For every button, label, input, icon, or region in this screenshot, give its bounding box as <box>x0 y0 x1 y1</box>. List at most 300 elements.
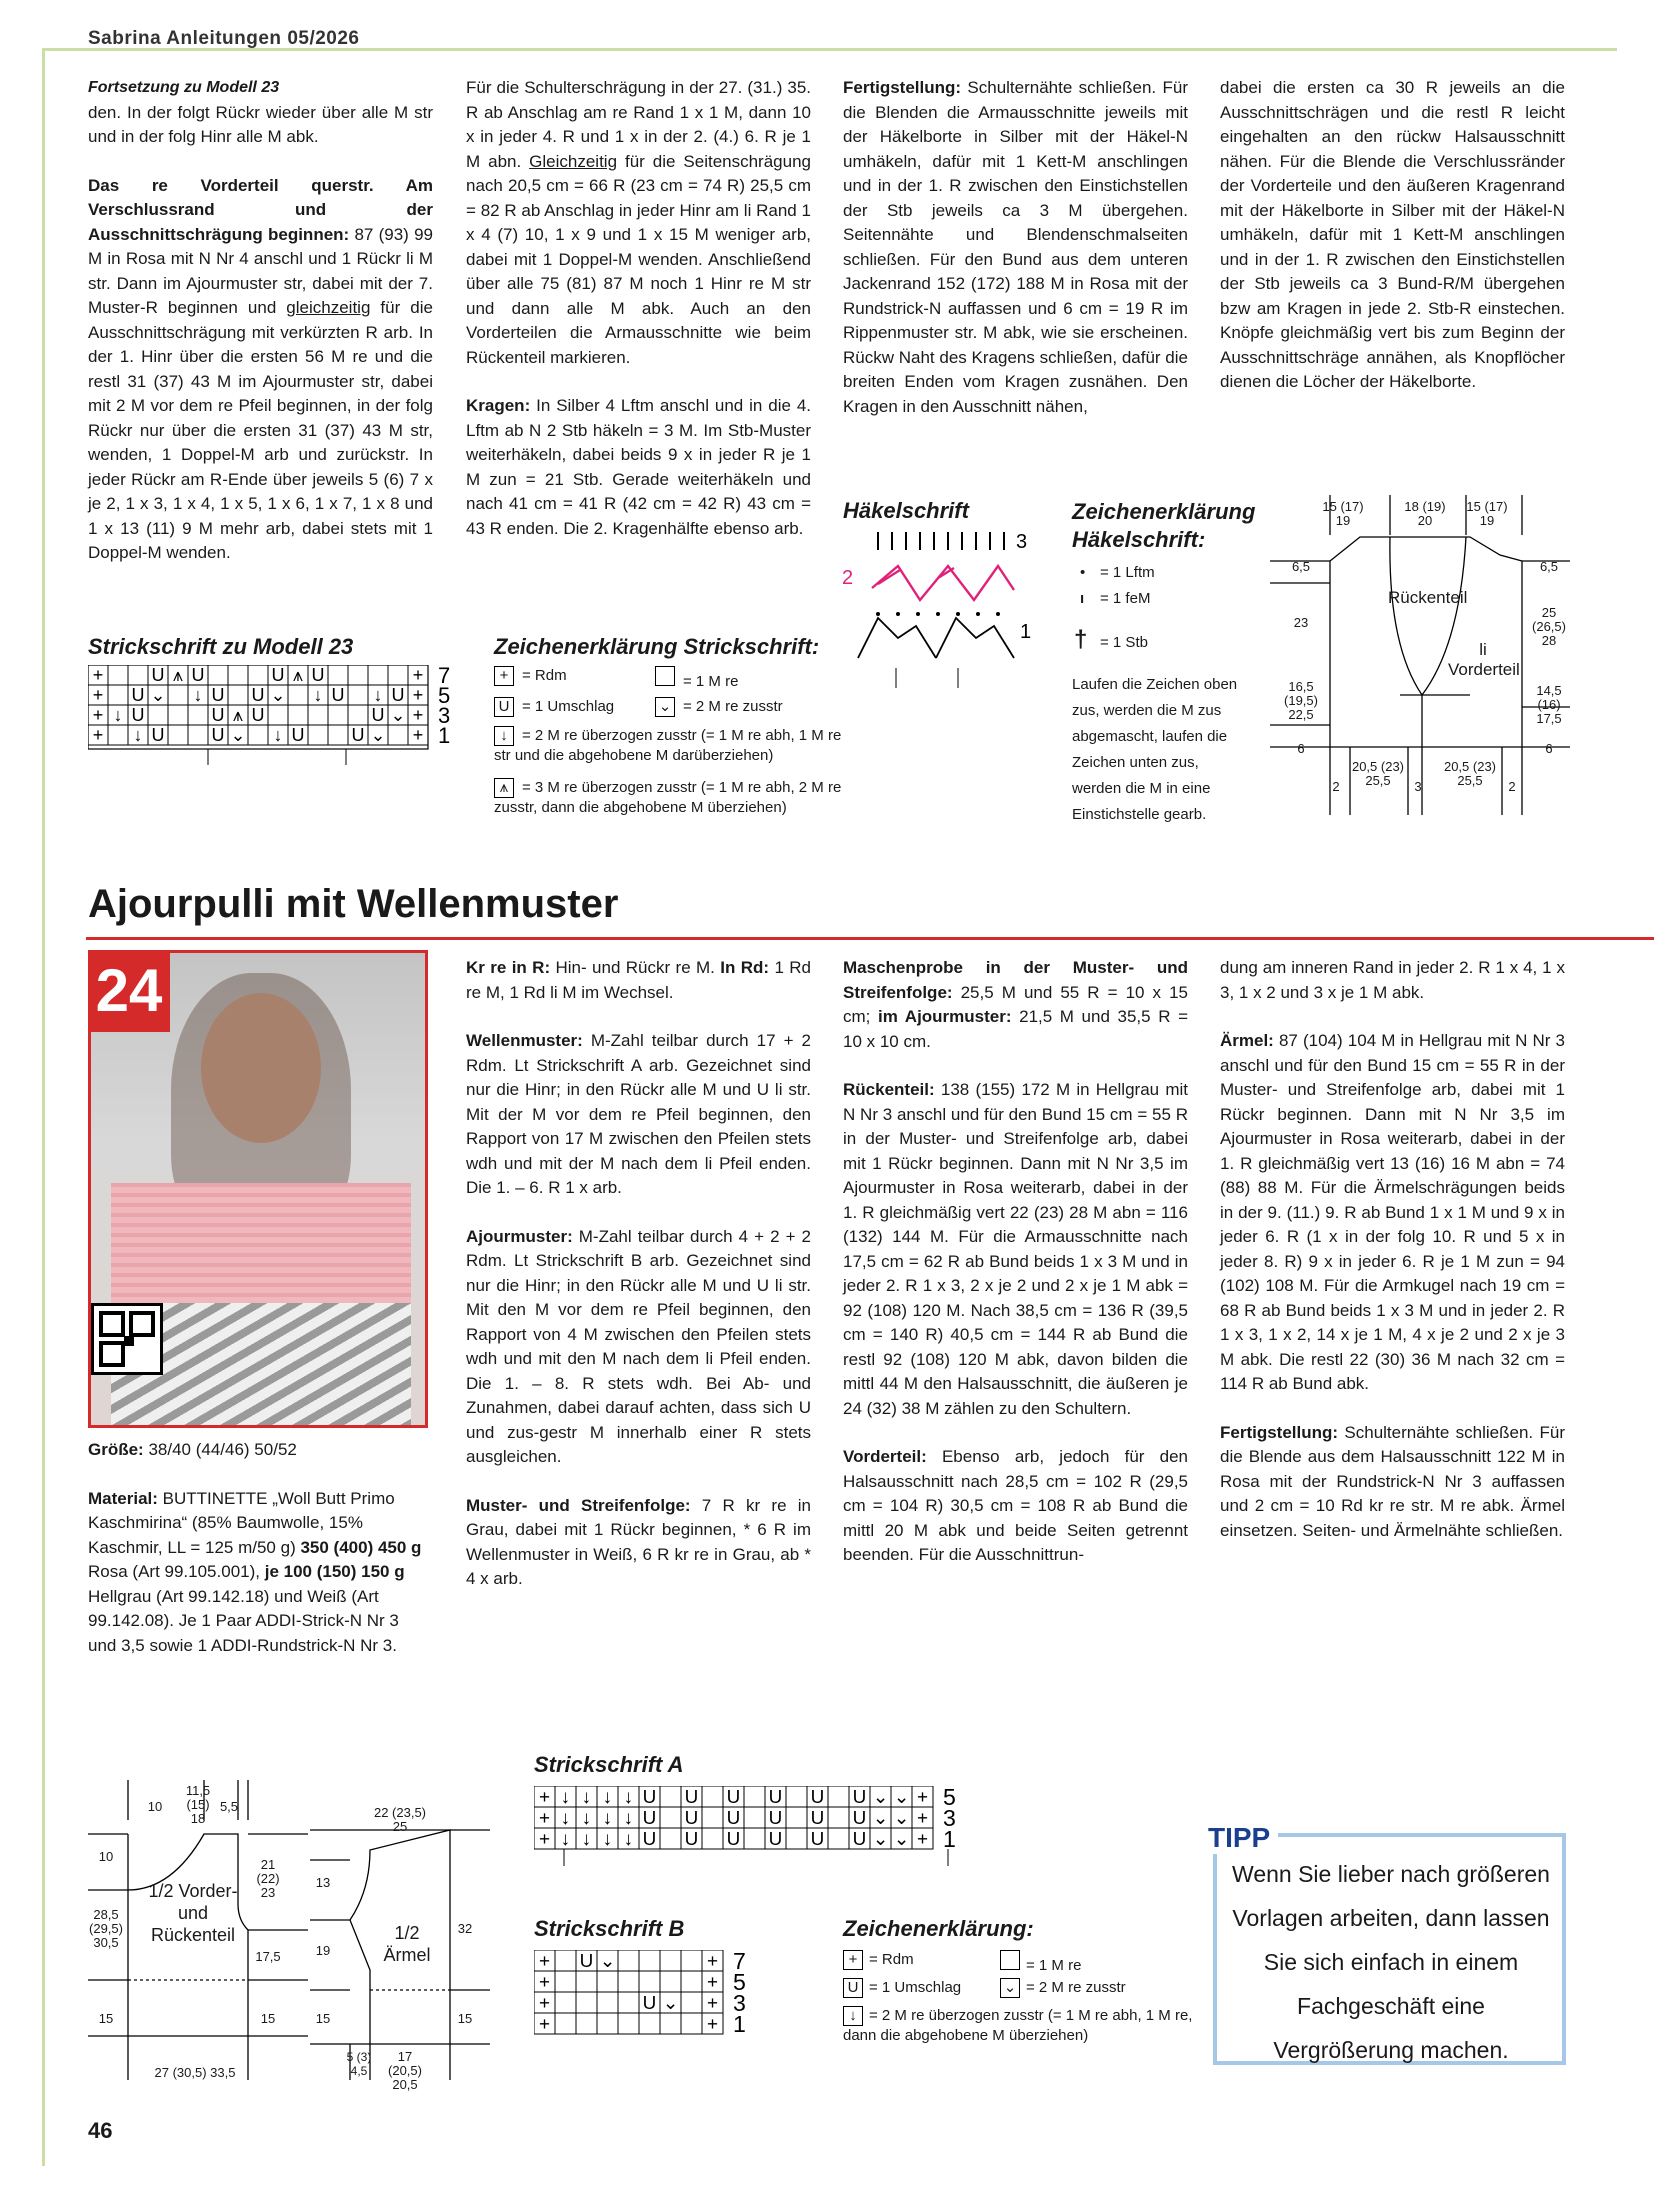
chart-cell <box>702 1786 723 1807</box>
chart-symbol: U <box>151 725 165 745</box>
model-title: Ajourpulli mit Wellenmuster <box>88 882 619 926</box>
legend24-title: Zeichenerklärung: <box>843 1916 1034 1941</box>
legend-item: † = 1 Stb <box>1074 626 1148 653</box>
dim-label: 5,5 <box>219 1799 239 1814</box>
chart-cell <box>228 665 248 685</box>
chart-cell <box>248 665 268 685</box>
chart-cell <box>660 1828 681 1849</box>
chart-symbol: U <box>726 1807 741 1829</box>
dim-label: 32 <box>457 1921 473 1936</box>
chart-cell <box>308 705 328 725</box>
chart23-grid <box>88 665 468 770</box>
bold-label: Kr re in R: <box>466 958 551 977</box>
chart-cell <box>681 1950 702 1971</box>
legend-item: + = Rdm <box>843 1950 914 1970</box>
chart-row-label: 3 <box>943 1804 956 1831</box>
chart-symbol: U <box>726 1786 741 1808</box>
chart-symbol: U <box>768 1786 783 1808</box>
dim-label: 15 <box>315 2011 331 2026</box>
chart-symbol: U <box>852 1786 867 1808</box>
chart-cell <box>828 1807 849 1828</box>
chart-symbol: U <box>211 725 225 745</box>
legend-text: = 2 M re überzogen zusstr (= 1 M re abh, 1 M re str und die abgehobene M darüberziehen) <box>494 727 842 764</box>
bold-label: 350 (400) 450 g <box>300 1537 422 1557</box>
chart-cell <box>555 1971 576 1992</box>
chart-symbol: ↓ <box>623 1807 634 1829</box>
legend-text: = Rdm <box>869 1951 914 1968</box>
bold-label: Das re Vorderteil querstr. Am Verschlussrand und der Ausschnittschrägung beginnen: <box>88 175 433 244</box>
chart-row-label: 7 <box>438 665 451 688</box>
paragraph <box>466 394 811 541</box>
legend-item: • = 1 Lftm <box>1080 564 1155 581</box>
bold-label: Rückenteil: <box>843 1080 935 1099</box>
dim-label: 6 <box>1545 741 1553 756</box>
chart-cell <box>828 1828 849 1849</box>
chart-symbol: U <box>291 725 305 745</box>
legend-text: = 2 M re zusstr <box>1026 1979 1126 1996</box>
chart-symbol: + <box>916 1828 929 1850</box>
dim-label: 23 <box>1293 615 1309 630</box>
chart-cell <box>388 665 408 685</box>
material-line <box>88 1487 428 1659</box>
dim-label: 25 (26,5) 28 <box>1532 605 1566 648</box>
text: 21,5 M und 35,5 R = 10 x 10 cm. <box>843 1007 1188 1051</box>
chart-symbol: U <box>726 1828 741 1850</box>
legend-text: = 1 Stb <box>1100 634 1148 651</box>
chart-cell <box>108 725 128 745</box>
text-column-3b <box>843 956 1188 1592</box>
chart-symbol: ⌄ <box>270 685 286 705</box>
chart-symbol: ⌄ <box>893 1828 910 1850</box>
chart-symbol: + <box>92 725 104 745</box>
bold-label: Muster- und Streifenfolge: <box>466 1495 691 1515</box>
chart-symbol: ⌄ <box>872 1828 889 1850</box>
chart-symbol: + <box>92 705 104 725</box>
sweater-shape <box>111 1183 411 1303</box>
chart-symbol: ↓ <box>581 1807 592 1829</box>
chart-cell <box>618 2013 639 2034</box>
chart-symbol: U <box>151 665 165 685</box>
chart-row-label: 1 <box>943 1825 956 1852</box>
chart-symbol: U <box>579 1950 594 1972</box>
chart-cell <box>348 665 368 685</box>
paragraph: den. In der folgt Rückr wieder über alle M str und in der folg Hinr alle M abk. <box>88 102 433 146</box>
text: 138 (155) 172 M in Hellgrau mit N Nr 3 anschl und für den Bund 15 cm = 55 R in der Muster- und Streifenfolge arb, dabei mit 1 Rückr beginnen. Dann mit N Nr 3,5 im Ajourmuster in Rosa weiterarb, dabei in der 1. R gleichmäßig vert 22 (23) 28 M abn = 116 (132) 144 M. Für die Armausschnitte nach 17,5 cm = 62 R ab Bund beids 1 x 3 M und in jeder 2. R 1 x 3, 2 x je 2 und 2 x je 1 M abk = 92 (108) 120 M. Nach 38,5 cm = 136 R (39,5 cm = 140 R) 40,5 cm = 144 R ab Bund die restl 92 (108) 120 M abk, davon bilden die mittl 44 M den Halsausschnitt, die äußeren je 24 (32) 38 M zählen zu den Schultern. <box>843 1080 1188 1418</box>
chart-symbol: + <box>706 2013 719 2035</box>
paragraph <box>843 1078 1188 1421</box>
legend-text: = 1 M re <box>1026 1957 1082 1974</box>
paragraph <box>1220 1421 1565 1544</box>
chart-symbol: + <box>538 1786 551 1808</box>
text: 1 Rd re M, 1 Rd li M im Wechsel. <box>466 958 812 1002</box>
dim-label: 16,5 (19,5) 22,5 <box>1284 679 1318 722</box>
chart-symbol: U <box>642 1828 657 1850</box>
legend-item: ⌄ = 2 M re zusstr <box>1000 1978 1126 1998</box>
chart-symbol: + <box>412 685 424 705</box>
chart-cell <box>660 1950 681 1971</box>
chart-cell <box>576 2013 597 2034</box>
legend-text: = 2 M re zusstr <box>683 698 783 715</box>
dim-label: 20,5 (23) 25,5 <box>1351 759 1405 788</box>
chart-cell <box>555 2013 576 2034</box>
chart-symbol: U <box>810 1828 825 1850</box>
text: 38/40 (44/46) 50/52 <box>143 1440 297 1459</box>
chart-cell <box>168 685 188 705</box>
dim-label: 5 (3) 4,5 <box>346 2050 372 2078</box>
chart-symbol: ↓ <box>581 1786 592 1808</box>
chart-symbol: ↓ <box>581 1828 592 1850</box>
chart-symbol: U <box>810 1786 825 1808</box>
schema-part-label: Rückenteil <box>1388 588 1468 607</box>
paragraph <box>466 76 811 370</box>
chart-cell <box>681 2013 702 2034</box>
text: für die Seitenschrägung nach 20,5 cm = 66 R (23 cm = 74 R) 25,5 cm = 82 R ab Anschlag in jeder Hinr am li Rand 1 x 4 (7) 10, 1 x 9 und 1 x 15 M weniger arb, dabei mit 1 Doppel-M wenden. Anschließend über alle 75 (81) 87 M noch 1 Hinr re M str und dann alle M abk. Auch an den Vorderteilen die Armausschnitte wie beim Rückenteil markieren. <box>466 151 811 367</box>
bold-label: Material: <box>88 1488 158 1508</box>
chart-symbol: + <box>916 1786 929 1808</box>
chart-symbol: + <box>706 1992 719 2014</box>
chart-symbol: ⌄ <box>893 1786 910 1808</box>
chart-cell <box>328 665 348 685</box>
chart-cell <box>744 1807 765 1828</box>
chart-symbol: U <box>852 1828 867 1850</box>
chart-row-label: 5 <box>438 683 451 708</box>
model-number-badge: 24 <box>88 950 170 1032</box>
chart-symbol: ↓ <box>602 1828 613 1850</box>
dim-label: 6,5 <box>1539 559 1559 574</box>
chart-row-label: 5 <box>733 1968 746 1995</box>
legend-text: = 1 Umschlag <box>869 1979 962 1996</box>
underline-text: Gleichzeitig <box>529 151 618 171</box>
continued-label: Fortsetzung zu Modell 23 <box>88 79 280 96</box>
legend-item: U = 1 Umschlag <box>843 1978 961 1998</box>
chart-cell <box>618 1992 639 2013</box>
chart-symbol: ↓ <box>113 705 123 725</box>
legend-item: + = Rdm <box>494 666 567 686</box>
chart-symbol: ⩚ <box>292 665 304 685</box>
text: M-Zahl teilbar durch 4 + 2 + 2 Rdm. Lt Strickschrift B arb. Gezeichnet sind nur die Hinr; in den Rückr alle M und U li str. Mit den M vor dem re Pfeil beginnen, den Rapport von 4 M zwischen den Pfeilen stets wdh und mit den M nach dem li Pfeil enden. Die 1. – 8. R stets wdh. Bei Ab- und Zunahmen, dabei darauf achten, dass sich U und zus-gestr M innerhalb einer R stets ausgleichen. <box>466 1226 811 1466</box>
chart-cell <box>368 665 388 685</box>
paragraph: dabei die ersten ca 30 R jeweils an die Ausschnittschrägen und die restl R leicht eingehalten an den rückw Halsausschnitt nähen. Für die Blende die Verschlussränder der Vorderteile und den äußeren Kragenrand mit der Häkelborte in Silber mit der Häkel-N umhäkeln, dafür mit 1 Kett-M anschlingen und in der 1. R zwischen den Einstichstellen der Stb jeweils ca 3 Bund-R/M übergehen bzw am Kragen in jede 2. Stb-R einstechen. Knöpfe gleichmäßig vert bis zum Beginn der Ausschnittschräge annähen, als Knopflöcher dienen die Löcher der Häkelborte. <box>1220 78 1565 391</box>
chart-symbol: U <box>211 685 225 705</box>
chart-symbol: U <box>768 1828 783 1850</box>
chart-cell <box>597 2013 618 2034</box>
chart-symbol: ↓ <box>623 1786 634 1808</box>
qr-code[interactable] <box>91 1303 163 1375</box>
text: Rosa (Art 99.105.001), <box>88 1562 265 1581</box>
dim-label: 17 (20,5) 20,5 <box>388 2049 422 2092</box>
chart-symbol: ⌄ <box>872 1807 889 1829</box>
paragraph <box>466 1494 811 1592</box>
chart-symbol: U <box>311 665 325 685</box>
chart-symbol: U <box>331 685 345 705</box>
text: BUTTINETTE „Woll Butt Primo Kaschmirina“ (85% Baumwolle, 15% Kaschmir, LL = 125 m/50 g) <box>88 1488 395 1557</box>
bold-label: Kragen: <box>466 396 531 415</box>
legend-item: ⩚ = 3 M re überzogen zusstr (= 1 M re abh, 2 M re zusstr, dann die abgehobene M überziehen) <box>494 779 842 816</box>
chart-symbol: ↓ <box>602 1807 613 1829</box>
chart-symbol: + <box>538 1828 551 1850</box>
paragraph <box>466 1225 811 1470</box>
chart-symbol: U <box>131 685 145 705</box>
dim-label: 21 (22) 23 <box>256 1857 280 1900</box>
chart-symbol: + <box>538 2013 551 2035</box>
dim-label: 13 <box>315 1875 331 1890</box>
bold-label: je 100 (150) 150 g <box>264 1562 405 1581</box>
chart-cell <box>660 1807 681 1828</box>
text: 25,5 M und 55 R = 10 x 15 cm; <box>843 982 1188 1026</box>
chart-symbol: ⌄ <box>390 705 406 725</box>
chart-row-label: 3 <box>733 1989 746 2016</box>
text: 7 R kr re in Grau, dabei mit 1 Rückr beginnen, * 6 R im Wellenmuster in Weiß, 6 R kr re in Grau, ab * 4 x arb. <box>466 1495 811 1588</box>
text: 87 (104) 104 M in Hellgrau mit N Nr 3 anschl und für den Bund 15 cm = 55 R in der Muster- und Streifenfolge arb, dabei mit 1 Rückr beginnen. Dann mit N Nr 3,5 im Ajourmuster in Rosa weiterarb, dabei in der 1. R gleichmäßig vert 13 (16) 16 M abn = 74 (88) 88 M. Für die Ärmelschrägungen beids in der 9. (11.) 9. R ab Bund 1 x 1 M und 9 x in jeder 6. R (1 x in der folg 10. R und 5 x in jeder 8. R) 9 x in jeder 6. R je 1 M zun = 94 (102) 108 M. Für die Armkugel nach 19 cm = 68 R ab Bund beids 1 x 3 M und in jeder 2. R 1 x 3, 1 x 2, 14 x je 1 M, 4 x je 2 und 2 x je 3 M abk. Die restl 22 (30) 36 M nach 32 cm = 114 R ab Bund abk. <box>1220 1031 1565 1393</box>
chart-symbol: ⩚ <box>232 705 244 725</box>
chart-symbol: U <box>391 685 405 705</box>
chart23-title: Strickschrift zu Modell 23 <box>88 634 354 659</box>
legend-text: = 2 M re überzogen zusstr (= 1 M re abh, 1 M re, dann die abgehobene M überziehen) <box>843 2007 1193 2044</box>
dim-label: 2 <box>1332 779 1340 794</box>
chart-cell <box>328 705 348 725</box>
dim-label: 6 <box>1297 741 1305 756</box>
magazine-header: Sabrina Anleitungen 05/2026 <box>88 28 360 49</box>
text-column-4 <box>1220 76 1565 419</box>
chart-cell <box>168 725 188 745</box>
chart-symbol: U <box>211 705 225 725</box>
text: Hin- und Rückr re M. <box>550 958 721 977</box>
tip-text: Wenn Sie lieber nach größeren Vorlagen arbeiten, dann lassen Sie sich einfach in einem Fachgeschäft eine Vergrößerung machen. <box>1232 1861 1550 2063</box>
chart-symbol: + <box>538 1971 551 1993</box>
chart-symbol: ⌄ <box>230 725 246 745</box>
dim-label: 20,5 (23) 25,5 <box>1443 759 1497 788</box>
chart-symbol: ↓ <box>193 685 203 705</box>
text-column-3 <box>843 76 1188 443</box>
chart-symbol: U <box>768 1807 783 1829</box>
chart-row-label: 1 <box>438 723 451 748</box>
chart-cell <box>208 665 228 685</box>
chart-cell <box>555 1950 576 1971</box>
chart-cell <box>828 1786 849 1807</box>
bold-label: Fertigstellung: <box>843 78 962 97</box>
chart-cell <box>148 705 168 725</box>
chart-cell <box>786 1786 807 1807</box>
text: für die Ausschnittschrägung mit verkürzten R arb. In der 1. Hinr über die ersten 56 M re und die restl 31 (37) 43 M im Ajourmuster str, dabei mit 2 M vor dem re Pfeil beginnen, in der folg Rückr nur über die ersten 31 (37) 43 M str, wenden, 1 Doppel-M arb und zurückstr. In jeder Rückr am R-Ende über jeweils 5 (6) 7 x je 2, 1 x 3, 1 x 4, 1 x 5, 1 x 6, 1 x 7, 1 x 8 und 1 x 13 (11) 9 M mehr arb, dabei stets mit 1 Doppel-M wenden. <box>88 298 433 562</box>
chartA-grid <box>534 1786 1014 1886</box>
chart-symbol: ↓ <box>560 1807 571 1829</box>
paragraph <box>1220 1029 1565 1397</box>
dim-label: 10 <box>98 1849 114 1864</box>
chart-symbol: U <box>684 1786 699 1808</box>
legend-text: = 1 M re <box>683 673 739 690</box>
chart-row-label: 5 <box>943 1786 956 1810</box>
chart-cell <box>228 685 248 705</box>
chart-symbol: U <box>642 1786 657 1808</box>
chart-symbol: + <box>538 1950 551 1972</box>
chart-cell <box>660 2013 681 2034</box>
dim-label: 15 (17) 19 <box>1322 499 1364 528</box>
chart-symbol: U <box>351 725 365 745</box>
chart-cell <box>328 725 348 745</box>
chart-cell <box>388 725 408 745</box>
legend-item <box>1000 1950 1081 1975</box>
chartA-title: Strickschrift A <box>534 1752 684 1777</box>
dim-label: 18 (19) 20 <box>1404 499 1446 528</box>
dim-label: 15 <box>260 2011 276 2026</box>
paragraph <box>843 956 1188 1054</box>
paragraph <box>88 174 433 566</box>
chart-cell <box>108 665 128 685</box>
chartB-title: Strickschrift B <box>534 1916 685 1941</box>
legend-text: = 1 Lftm <box>1100 564 1155 581</box>
legend-item: ı = 1 feM <box>1080 590 1151 607</box>
chart-cell <box>348 685 368 705</box>
crochet-title: Häkelschrift <box>843 498 969 523</box>
text-column-1 <box>88 76 433 590</box>
page-number: 46 <box>88 2118 113 2143</box>
chart-symbol: + <box>412 725 424 745</box>
crochet-row-label: 1 <box>1020 621 1032 643</box>
chart-symbol: U <box>371 705 385 725</box>
chartB-grid <box>534 1950 774 2060</box>
dim-label: 15 <box>98 2011 114 2026</box>
chart-symbol: + <box>916 1807 929 1829</box>
text: Für die Schulterschrägung in der 27. (31.) 35. R ab Anschlag am re Rand 1 x 1 M, dann 10 x in jeder 4. R und 1 x in der 2. (4.) 6. R je 1 M abn. <box>466 78 811 171</box>
chart-cell <box>786 1828 807 1849</box>
chart-symbol: U <box>684 1807 699 1829</box>
bold-label: Größe: <box>88 1440 144 1459</box>
text: Schulternähte schließen. Für die Blende aus dem Halsausschnitt 122 M in Rosa mit der Rundstrick-N Nr 3 auffassen und 2 cm = 10 Rd kr re str. M re abk. Ärmel einsetzen. Seiten- und Ärmelnähte schließen. <box>1220 1422 1565 1540</box>
chart-symbol: ↓ <box>602 1786 613 1808</box>
bold-label: Maschenprobe in der Muster- und Streifenfolge: <box>843 958 1188 1002</box>
dim-label: 3 <box>1414 779 1422 794</box>
crochet-note: Laufen die Zeichen oben zus, werden die M zus abgemascht, laufen die Zeichen unten zus, werden die M in eine Einstichstelle gearb. <box>1072 676 1238 823</box>
dim-label: 17,5 <box>255 1949 281 1964</box>
paragraph <box>843 1445 1188 1568</box>
chart-cell <box>576 1992 597 2013</box>
chart-cell <box>681 1971 702 1992</box>
text-column-2 <box>466 76 811 565</box>
chart-symbol: + <box>538 1807 551 1829</box>
dim-label: 6,5 <box>1291 559 1311 574</box>
chart-symbol: U <box>852 1807 867 1829</box>
text-column-2b <box>466 956 811 1616</box>
chart-symbol: + <box>412 665 424 685</box>
chart-symbol: U <box>251 705 265 725</box>
chart-symbol: ↓ <box>373 685 383 705</box>
chart-symbol: ⌄ <box>872 1786 889 1808</box>
chart-row-label: 7 <box>733 1950 746 1974</box>
chart-cell <box>168 705 188 725</box>
text: 87 (93) 99 M in Rosa mit N Nr 4 anschl und 1 Rückr li M str. Dann im Ajourmuster str, dabei mit der 7. Muster-R beginnen und <box>88 224 433 317</box>
chart-symbol: ⌄ <box>370 725 386 745</box>
chart-cell <box>744 1786 765 1807</box>
dim-label: 10 <box>147 1799 163 1814</box>
text: Schulternähte schließen. Für die Blenden die Armausschnitte jeweils mit der Häkelborte in Silber mit der Häkel-N umhäkeln, dafür mit 1 Kett-M anschlingen und in der 1. R zwischen den Einstichstellen der Stb jeweils ca 3 M übergehen. Seitennähte und Blendenschmalseiten schließen. Für den Bund aus dem unteren Jackenrand 152 (172) 188 M in Rosa mit der Rundstrick-N auffassen und 6 cm = 19 R im Rippenmuster str. M abk, wie sie erscheinen. Rückw Naht des Kragens schließen, dafür die breiten Enden vom Kragen zusnähen. Den Kragen in den Ausschnitt nähen, <box>843 78 1188 416</box>
paragraph <box>843 76 1188 419</box>
chart-cell <box>576 1971 597 1992</box>
chart-cell <box>288 685 308 705</box>
chart-cell <box>597 1971 618 1992</box>
bold-label: Wellenmuster: <box>466 1031 583 1050</box>
chart-cell <box>681 1992 702 2013</box>
chart-cell <box>639 2013 660 2034</box>
chart-cell <box>597 1992 618 2013</box>
bold-label: Ajourmuster: <box>466 1226 573 1246</box>
legend-text: = 3 M re überzogen zusstr (= 1 M re abh, 2 M re zusstr, dann die abgehobene M überziehen) <box>494 779 842 816</box>
chart-row-label: 1 <box>733 2010 746 2037</box>
title-rule <box>86 937 1654 940</box>
chart-cell <box>248 725 268 745</box>
legend-item: U = 1 Umschlag <box>494 697 614 717</box>
chart-symbol: U <box>271 665 285 685</box>
schema23 <box>1270 495 1570 815</box>
chart-symbol: ↓ <box>133 725 143 745</box>
legend-item: ↓ = 2 M re überzogen zusstr (= 1 M re abh, 1 M re str und die abgehobene M darüberziehen) <box>494 727 842 764</box>
chart-cell <box>108 685 128 705</box>
bold-label: Vorderteil: <box>843 1447 927 1466</box>
chart-cell <box>618 1950 639 1971</box>
chart-symbol: ↓ <box>560 1828 571 1850</box>
crochet-row-label: 3 <box>1016 531 1028 553</box>
crochet-chart <box>838 528 1038 688</box>
chart-cell <box>348 705 368 725</box>
dim-label: 19 <box>315 1943 331 1958</box>
legend-text: = 1 Umschlag <box>522 698 615 715</box>
schema-part-label: 1/2 Vorder- und Rückenteil <box>148 1881 238 1945</box>
chart-cell <box>268 705 288 725</box>
legend-item: ⌄ = 2 M re zusstr <box>655 697 783 717</box>
chart-symbol: ↓ <box>623 1828 634 1850</box>
chart-cell <box>639 1971 660 1992</box>
text: M-Zahl teilbar durch 17 + 2 Rdm. Lt Strickschrift A arb. Gezeichnet sind nur die Hinr; in den Rückr alle M und U li str. Mit der M vor dem re Pfeil beginnen, den Rapport von 17 M zwischen den Pfeilen stets wdh und mit der M nach dem li Pfeil enden. Die 1. – 6. R 1 x arb. <box>466 1031 811 1197</box>
crochet-row-label: 2 <box>842 567 854 589</box>
paragraph <box>466 956 811 1005</box>
chart-cell <box>555 1992 576 2013</box>
dim-label: 22 (23,5) 25 <box>373 1805 427 1834</box>
chart-cell <box>639 1950 660 1971</box>
chart-cell <box>308 725 328 745</box>
schema-part-label: li Vorderteil <box>1448 640 1520 679</box>
legend23-title: Zeichenerklärung Strickschrift: <box>494 634 820 659</box>
chart-symbol: + <box>92 685 104 705</box>
chart-cell <box>618 1971 639 1992</box>
chart-cell <box>702 1828 723 1849</box>
dim-label: 14,5 (16) 17,5 <box>1536 683 1562 726</box>
chart-symbol: U <box>131 705 145 725</box>
chart-symbol: + <box>538 1992 551 2014</box>
tip-label: TIPP <box>1200 1822 1278 1854</box>
chart-cell <box>702 1807 723 1828</box>
crochet-legend-title: Zeichenerklärung Häkelschrift: <box>1072 499 1256 552</box>
dim-label: 2 <box>1508 779 1516 794</box>
chart-row-label: 3 <box>438 703 451 728</box>
chart-symbol: + <box>92 665 104 685</box>
dim-label: 15 <box>457 2011 473 2026</box>
chart-symbol: + <box>706 1950 719 1972</box>
dim-label: 28,5 (29,5) 30,5 <box>89 1907 123 1950</box>
chart-symbol: U <box>642 1992 657 2014</box>
chart-symbol: ⌄ <box>150 685 166 705</box>
chart-symbol: ⌄ <box>893 1807 910 1829</box>
chart-symbol: + <box>706 1971 719 1993</box>
chart-symbol: U <box>810 1807 825 1829</box>
chart-symbol: ⌄ <box>599 1950 616 1972</box>
chart-symbol: ↓ <box>273 725 283 745</box>
size-line <box>88 1438 428 1463</box>
bold-label: Fertigstellung: <box>1220 1422 1339 1442</box>
paragraph <box>466 1029 811 1201</box>
size-material <box>88 1438 428 1682</box>
chart-cell <box>660 1971 681 1992</box>
dim-label: 11,5 (15) 18 <box>185 1783 211 1826</box>
chart-symbol: ↓ <box>560 1786 571 1808</box>
